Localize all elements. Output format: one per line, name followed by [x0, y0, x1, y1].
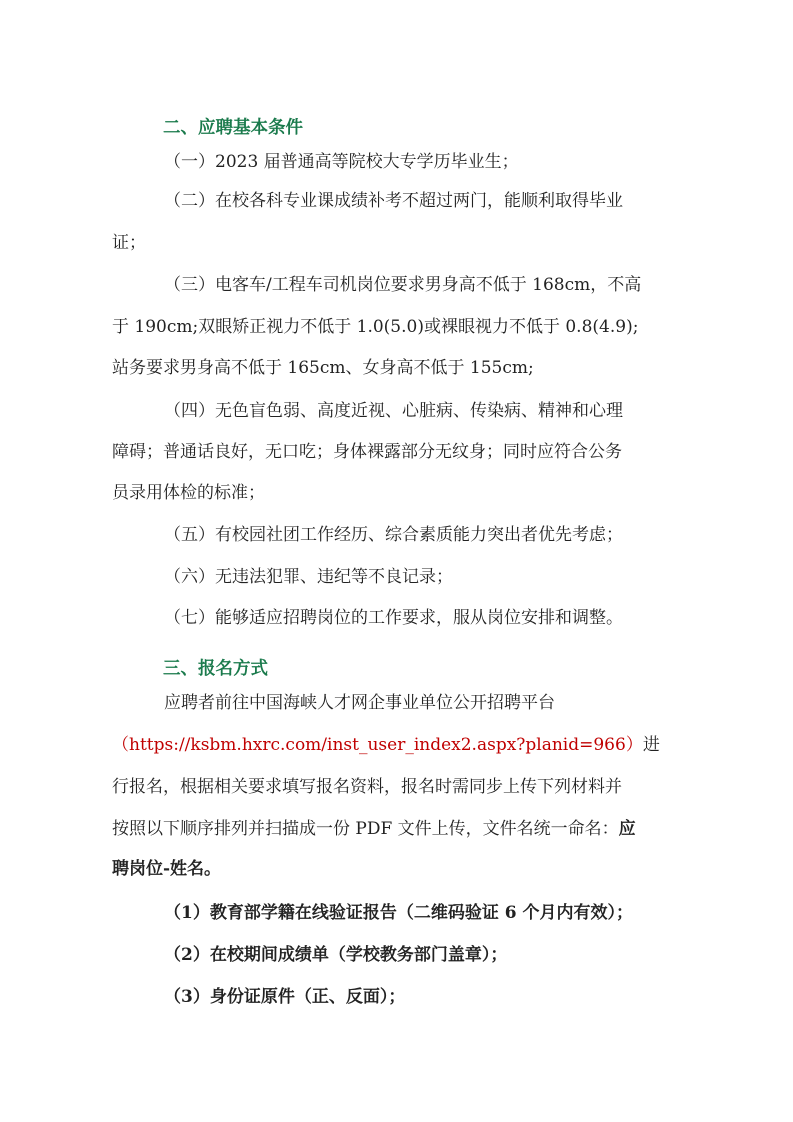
- registration-url-link[interactable]: （https://ksbm.hxrc.com/inst_user_index2.aspx?planid=966）: [112, 735, 643, 755]
- requirement-3-line-1: （三）电客车/工程车司机岗位要求男身高不低于 168cm，不高: [164, 275, 642, 295]
- registration-body-line-3-text: 按照以下顺序排列并扫描成一份 PDF 文件上传，文件名统一命名：: [112, 819, 619, 839]
- registration-link-suffix: 进: [642, 735, 660, 755]
- requirement-2-line-1: （二）在校各科专业课成绩补考不超过两门，能顺利取得毕业: [164, 191, 623, 211]
- requirement-4-line-1: （四）无色盲色弱、高度近视、心脏病、传染病、精神和心理: [164, 401, 623, 421]
- filename-rule-start: 应: [618, 819, 636, 839]
- requirement-2-line-2: 证；: [112, 233, 146, 253]
- requirement-1-line-1: （一）2023 届普通高等院校大专学历毕业生；: [164, 152, 519, 172]
- requirement-6-line-1: （六）无违法犯罪、违纪等不良记录；: [164, 567, 453, 587]
- registration-body-line-3: [112, 818, 793, 840]
- registration-intro-line: 应聘者前往中国海峡人才网企事业单位公开招聘平台: [164, 693, 555, 713]
- material-item-1: （1）教育部学籍在线验证报告（二维码验证 6 个月内有效）；: [164, 903, 633, 923]
- requirement-3-line-2: 于 190cm;双眼矫正视力不低于 1.0(5.0)或裸眼视力不低于 0.8(4.9);: [112, 317, 639, 337]
- registration-link-line: [112, 734, 793, 756]
- section-heading-requirements: 二、应聘基本条件: [163, 118, 303, 138]
- requirement-7-line-1: （七）能够适应招聘岗位的工作要求，服从岗位安排和调整。: [164, 608, 623, 628]
- material-item-3: （3）身份证原件（正、反面）；: [164, 987, 406, 1007]
- requirement-4-line-3: 员录用体检的标准；: [112, 483, 265, 503]
- requirement-5-line-1: （五）有校园社团工作经历、综合素质能力突出者优先考虑；: [164, 525, 623, 545]
- requirement-4-line-2: 障碍；普通话良好，无口吃；身体裸露部分无纹身；同时应符合公务: [112, 442, 622, 462]
- section-heading-registration: 三、报名方式: [163, 659, 268, 679]
- material-item-2: （2）在校期间成绩单（学校教务部门盖章）；: [164, 945, 508, 965]
- requirement-3-line-3: 站务要求男身高不低于 165cm、女身高不低于 155cm;: [112, 358, 534, 378]
- filename-rule-end: 聘岗位-姓名。: [112, 859, 222, 879]
- registration-body-line-2: 行报名，根据相关要求填写报名资料，报名时需同步上传下列材料并: [112, 777, 622, 797]
